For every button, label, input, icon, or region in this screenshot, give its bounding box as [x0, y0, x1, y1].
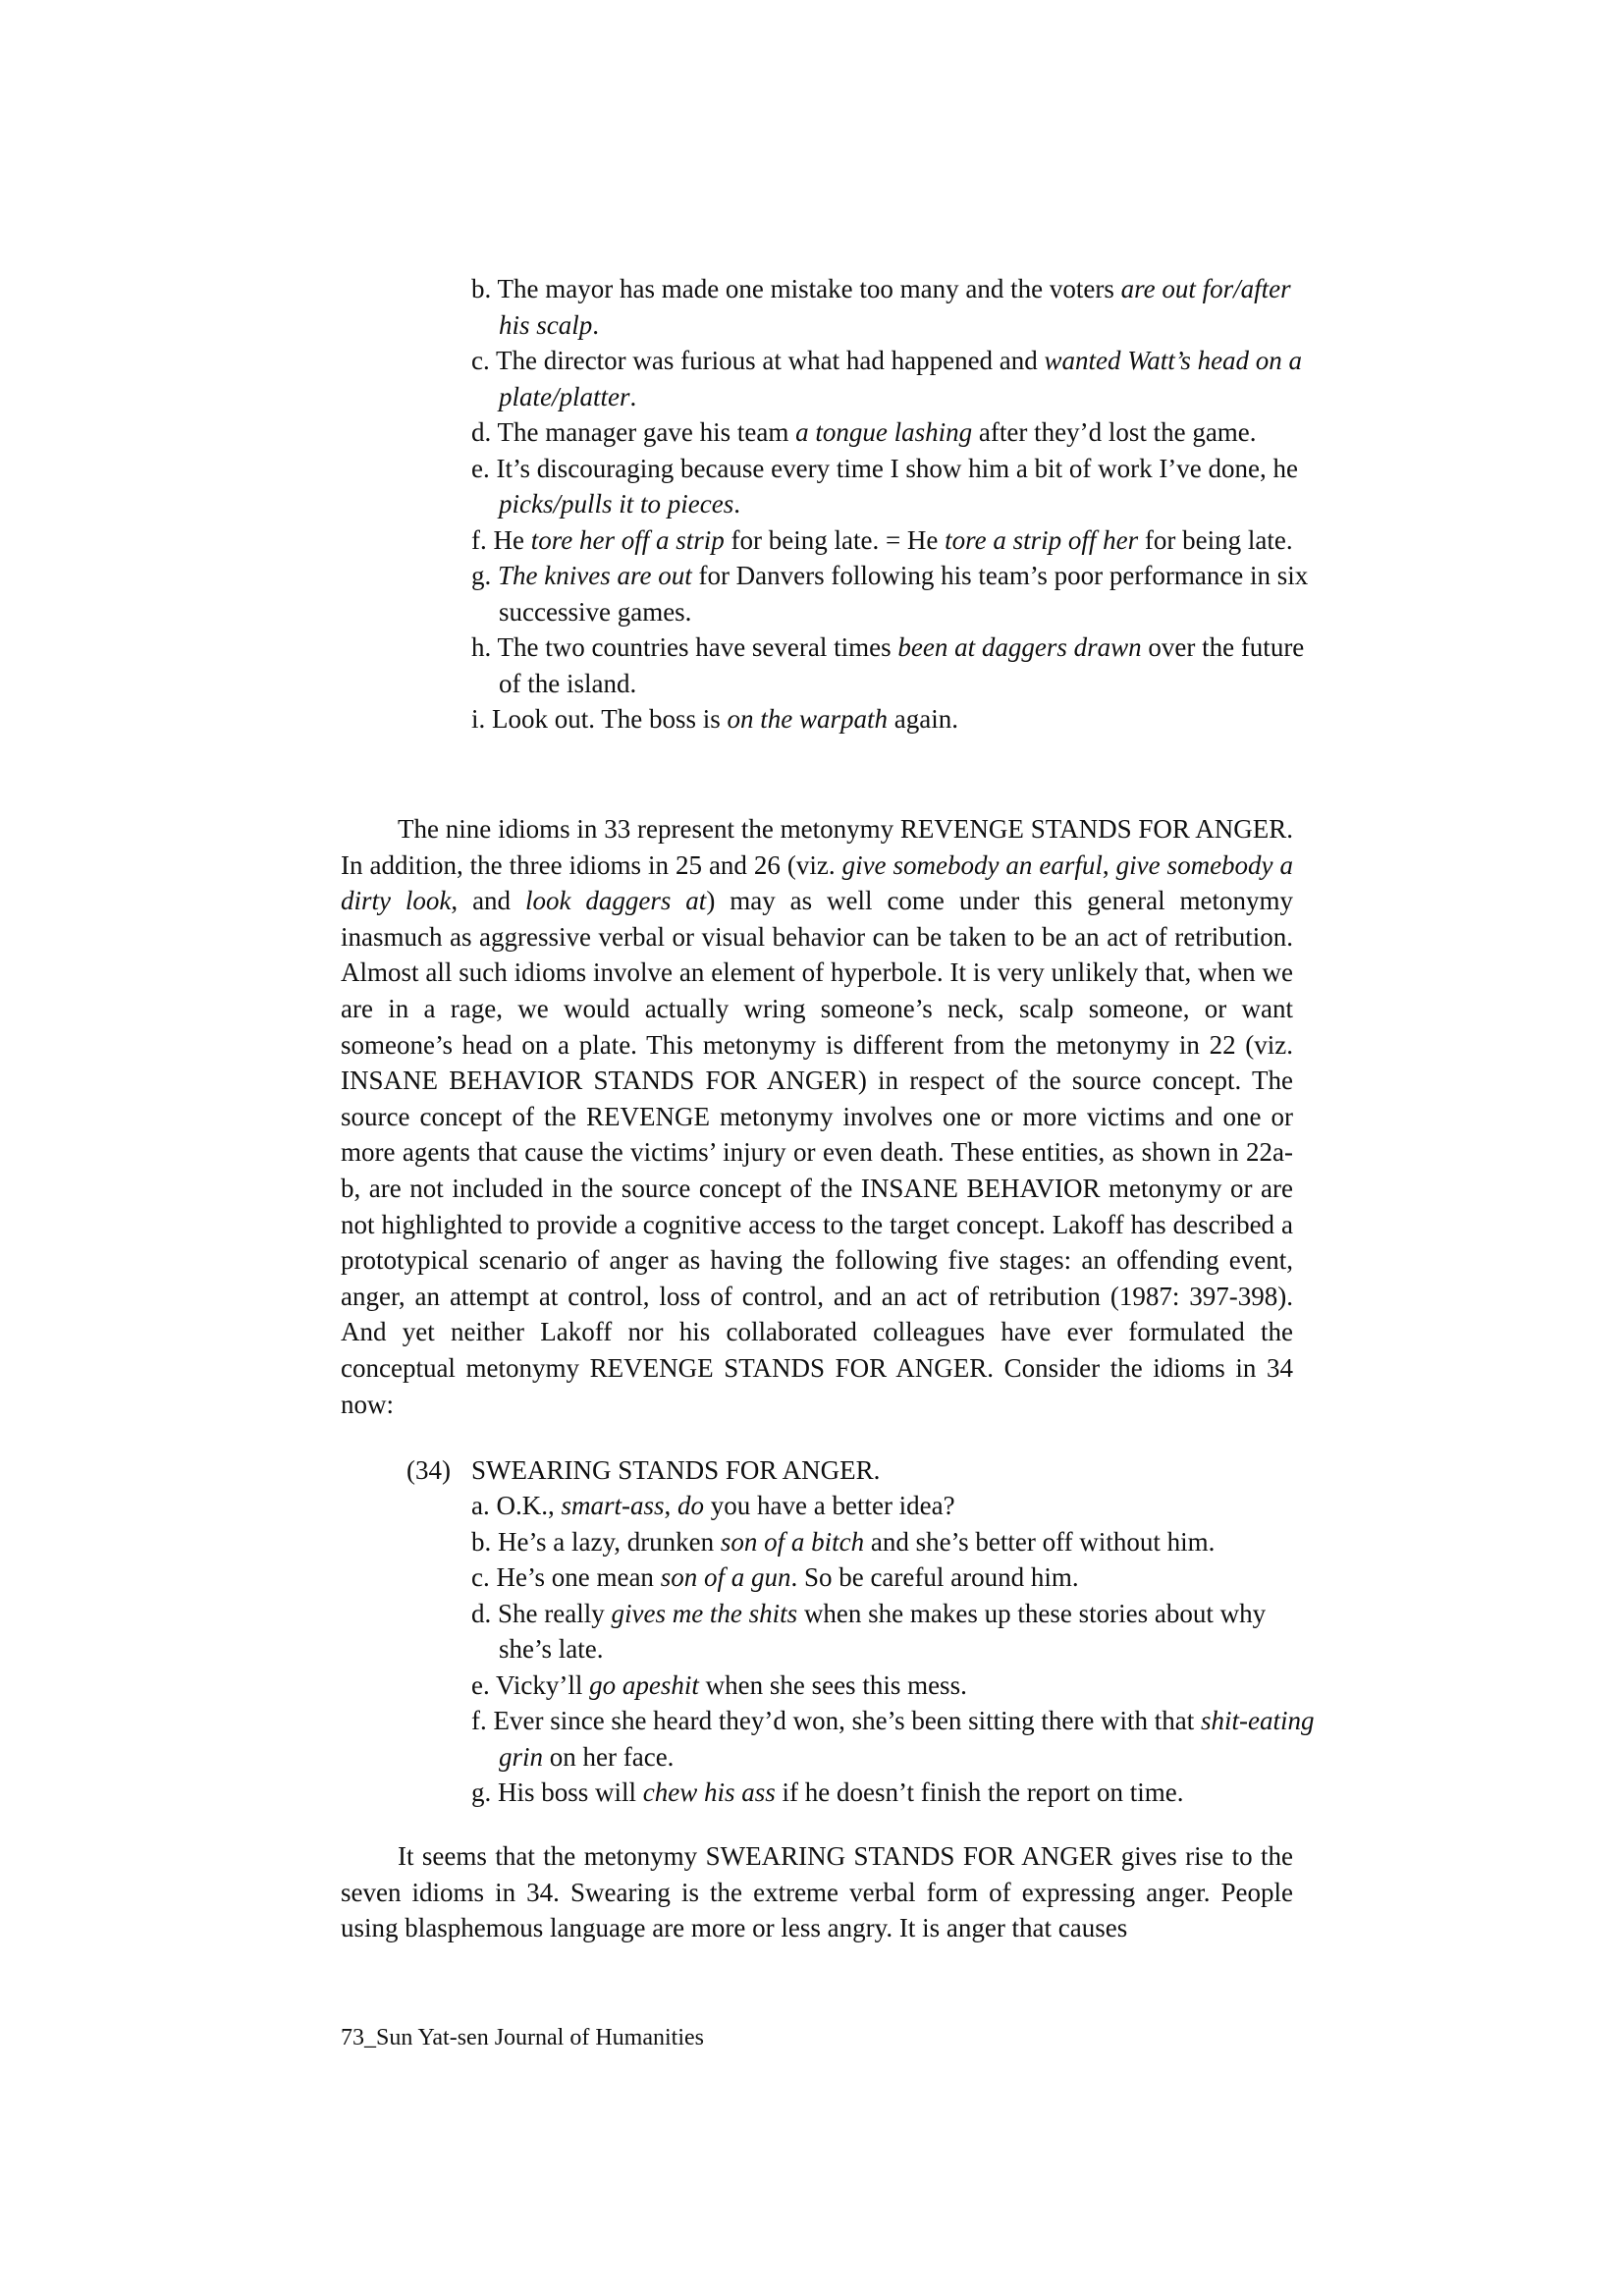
idiom-text: are out for/after his scalp [499, 274, 1291, 340]
idiom-text: shit-eating grin [499, 1706, 1315, 1772]
idiom-text: son of a gun [660, 1562, 791, 1592]
example-34-list [471, 1488, 1316, 1811]
example-34-header [406, 1452, 880, 1489]
body-paragraph: It seems that the metonymy SWEARING STANDS FOR ANGER gives rise to the seven idioms in 34. Swearing is the extreme verbal form of expressing anger. People using blasphemous language are more or less angry. It is anger that causes [341, 1841, 1293, 1943]
idiom-text: picks/pulls it to pieces [499, 489, 734, 519]
idiom-text: give somebody an earful [841, 849, 1103, 880]
example-item: d. She really gives me the shits when she makes up these stories about why she’s late. [471, 1598, 1267, 1664]
example-item: i. Look out. The boss is on the warpath again. [471, 704, 959, 734]
idiom-text: son of a bitch [720, 1526, 865, 1557]
idiom-text: give somebody a dirty look [341, 849, 1293, 916]
idiom-text: wanted Watt’s head on a plate/platter [499, 346, 1303, 411]
idiom-text: The knives are out [498, 561, 692, 590]
example-item: b. He’s a lazy, drunken son of a bitch and she’s better off without him. [471, 1526, 1216, 1557]
example-heading: SWEARING STANDS FOR ANGER. [471, 1455, 881, 1485]
page-footer: 73_Sun Yat-sen Journal of Humanities [341, 2025, 704, 2050]
example-item: g. His boss will chew his ass if he doesn’t finish the report on time. [471, 1777, 1184, 1807]
example-item: h. The two countries have several times been at daggers drawn over the future of the island. [471, 632, 1305, 698]
idiom-text: go apeshit [589, 1669, 699, 1700]
idiom-text: tore a strip off her [945, 524, 1139, 555]
idiom-text: chew his ass [642, 1777, 776, 1807]
example-item: f. Ever since she heard they’d won, she’s been sitting there with that shit-eating grin on her face. [471, 1706, 1315, 1772]
idiom-text: been at daggers drawn [897, 632, 1142, 662]
example-33-list [471, 271, 1316, 738]
example-item: e. Vicky’ll go apeshit when she sees this mess. [471, 1669, 967, 1700]
idiom-text: gives me the shits [611, 1598, 798, 1628]
example-item: d. The manager gave his team a tongue lashing after they’d lost the game. [471, 417, 1257, 447]
idiom-text: smart-ass [561, 1491, 665, 1520]
idiom-text: on the warpath [727, 704, 889, 734]
example-number: (34) [406, 1455, 451, 1485]
example-item: g. The knives are out for Danvers following his team’s poor performance in six successive games. [471, 561, 1309, 627]
idiom-text: look daggers at [524, 886, 707, 916]
example-item: b. The mayor has made one mistake too many and the voters are out for/after his scalp. [471, 274, 1291, 340]
example-item: a. O.K., smart-ass, do you have a better idea? [471, 1491, 955, 1520]
example-item: c. The director was furious at what had happened and wanted Watt’s head on a plate/platter. [471, 346, 1303, 411]
idiom-text: a tongue lashing [795, 417, 973, 447]
example-item: c. He’s one mean son of a gun. So be careful around him. [471, 1562, 1079, 1592]
idiom-text: do [677, 1491, 705, 1520]
idiom-text: tore her off a strip [530, 524, 725, 555]
example-item: e. It’s discouraging because every time I show him a bit of work I’ve done, he picks/pulls it to pieces. [471, 453, 1298, 519]
body-paragraph: The nine idioms in 33 represent the metonymy REVENGE STANDS FOR ANGER. In addition, the three idioms in 25 and 26 (viz. give somebody an earful, give somebody a dirty look, and look daggers at) may as well come under this general metonymy inasmuch as aggressive verbal or visual behavior can be taken to be an act of retribution. Almost all such idioms involve an element of hyperbole. It is very unlikely that, when we are in a rage, we would actually wring someone’s neck, scalp someone, or want someone’s head on a plate. This metonymy is different from the metonymy in 22 (viz. INSANE BEHAVIOR STANDS FOR ANGER) in respect of the source concept. The source concept of the REVENGE metonymy involves one or more victims and one or more agents that cause the victims’ injury or even death. These entities, as shown in 22a-b, are not included in the source concept of the INSANE BEHAVIOR metonymy or are not highlighted to provide a cognitive access to the target concept. Lakoff has described a prototypical scenario of anger as having the following five stages: an offending event, anger, an attempt at control, loss of control, and an act of retribution (1987: 397-398). And yet neither Lakoff nor his collaborated colleagues have ever formulated the conceptual metonymy REVENGE STANDS FOR ANGER. Consider the idioms in 34 now: [341, 814, 1293, 1419]
example-item: f. He tore her off a strip for being late. = He tore a strip off her for being late. [471, 524, 1293, 555]
